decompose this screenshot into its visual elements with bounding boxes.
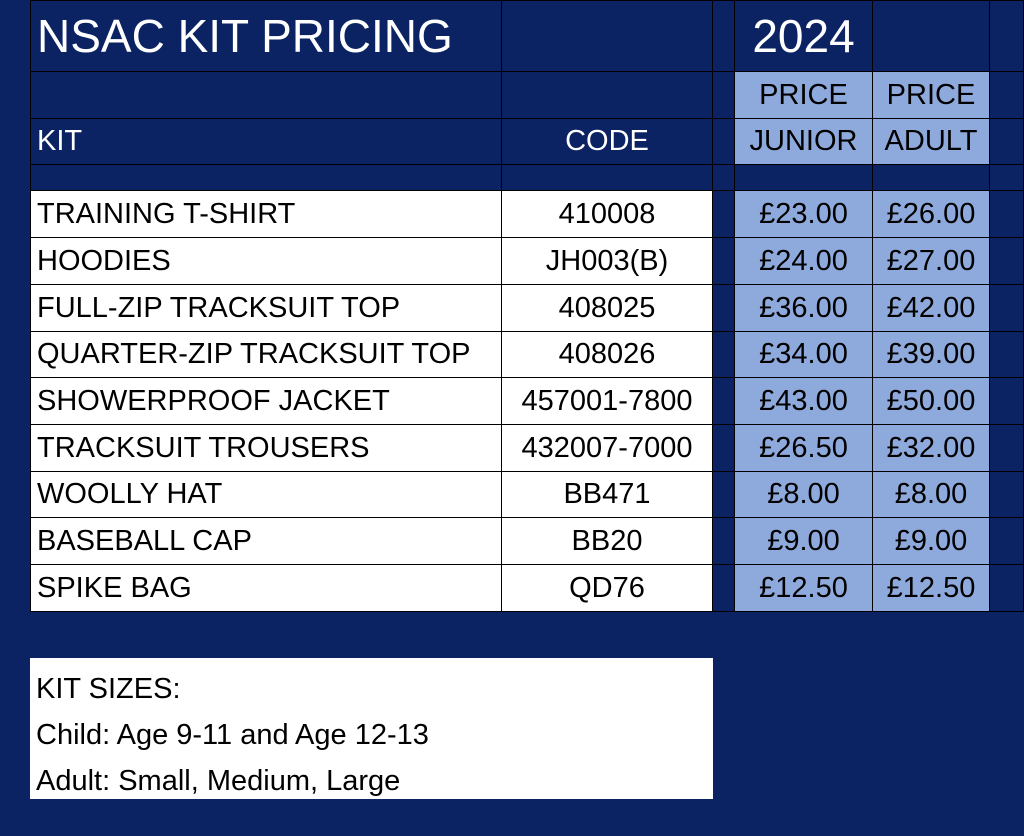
empty-cell — [989, 190, 1024, 238]
spacer-cell — [712, 164, 735, 191]
empty-cell — [872, 164, 990, 191]
kit-code-cell: 408026 — [501, 331, 713, 378]
empty-cell — [30, 164, 502, 191]
spacer-cell — [712, 284, 735, 332]
empty-cell — [989, 284, 1024, 332]
kit-name-cell: SPIKE BAG — [30, 564, 502, 612]
kit-sizes-box — [30, 658, 713, 799]
kit-code-cell: 410008 — [501, 190, 713, 238]
kit-code-cell: QD76 — [501, 564, 713, 612]
spacer-cell — [712, 71, 735, 119]
spacer-cell — [712, 424, 735, 472]
junior-price-cell: £36.00 — [734, 284, 873, 332]
adult-price-cell: £32.00 — [872, 424, 990, 472]
adult-price-cell: £42.00 — [872, 284, 990, 332]
adult-price-cell: £50.00 — [872, 377, 990, 425]
kit-sizes-adult: Adult: Small, Medium, Large — [36, 765, 401, 797]
year-label: 2024 — [734, 0, 873, 72]
empty-cell — [989, 331, 1024, 378]
kit-sizes-heading: KIT SIZES: — [36, 673, 181, 705]
empty-cell — [989, 424, 1024, 472]
kit-name-cell: SHOWERPROOF JACKET — [30, 377, 502, 425]
kit-name-cell: TRACKSUIT TROUSERS — [30, 424, 502, 472]
adult-price-cell: £27.00 — [872, 237, 990, 285]
kit-name-cell: TRAINING T-SHIRT — [30, 190, 502, 238]
adult-price-cell: £9.00 — [872, 517, 990, 565]
column-header-adult: ADULT — [872, 118, 990, 165]
empty-cell — [989, 0, 1024, 72]
kit-name-cell: WOOLLY HAT — [30, 471, 502, 518]
kit-name-cell: BASEBALL CAP — [30, 517, 502, 565]
empty-cell — [501, 0, 713, 72]
column-header-kit: KIT — [30, 118, 502, 165]
spacer-cell — [712, 190, 735, 238]
empty-cell — [30, 71, 502, 119]
junior-price-cell: £26.50 — [734, 424, 873, 472]
kit-code-cell: BB471 — [501, 471, 713, 518]
empty-cell — [989, 118, 1024, 165]
adult-price-cell: £39.00 — [872, 331, 990, 378]
junior-price-cell: £9.00 — [734, 517, 873, 565]
spacer-cell — [712, 377, 735, 425]
empty-cell — [989, 564, 1024, 612]
empty-cell — [501, 71, 713, 119]
junior-price-cell: £23.00 — [734, 190, 873, 238]
empty-cell — [989, 377, 1024, 425]
empty-cell — [734, 164, 873, 191]
spacer-cell — [712, 118, 735, 165]
empty-cell — [501, 164, 713, 191]
empty-cell — [989, 471, 1024, 518]
spacer-cell — [712, 0, 735, 72]
junior-price-cell: £12.50 — [734, 564, 873, 612]
kit-code-cell: 408025 — [501, 284, 713, 332]
spacer-cell — [712, 331, 735, 378]
kit-code-cell: JH003(B) — [501, 237, 713, 285]
junior-price-cell: £8.00 — [734, 471, 873, 518]
spacer-cell — [712, 517, 735, 565]
column-header-junior: JUNIOR — [734, 118, 873, 165]
empty-cell — [989, 164, 1024, 191]
kit-code-cell: 432007-7000 — [501, 424, 713, 472]
adult-price-cell: £8.00 — [872, 471, 990, 518]
empty-cell — [989, 237, 1024, 285]
adult-price-cell: £26.00 — [872, 190, 990, 238]
empty-cell — [989, 71, 1024, 119]
kit-code-cell: BB20 — [501, 517, 713, 565]
junior-price-cell: £43.00 — [734, 377, 873, 425]
price-label-junior: PRICE — [734, 71, 873, 119]
kit-code-cell: 457001-7800 — [501, 377, 713, 425]
kit-name-cell: HOODIES — [30, 237, 502, 285]
junior-price-cell: £34.00 — [734, 331, 873, 378]
empty-cell — [989, 517, 1024, 565]
spacer-cell — [712, 237, 735, 285]
kit-name-cell: QUARTER-ZIP TRACKSUIT TOP — [30, 331, 502, 378]
junior-price-cell: £24.00 — [734, 237, 873, 285]
spacer-cell — [712, 471, 735, 518]
kit-sizes-child: Child: Age 9-11 and Age 12-13 — [36, 719, 429, 751]
price-label-adult: PRICE — [872, 71, 990, 119]
spacer-cell — [712, 564, 735, 612]
kit-name-cell: FULL-ZIP TRACKSUIT TOP — [30, 284, 502, 332]
page-title: NSAC KIT PRICING — [30, 0, 502, 72]
column-header-code: CODE — [501, 118, 713, 165]
adult-price-cell: £12.50 — [872, 564, 990, 612]
empty-cell — [872, 0, 990, 72]
